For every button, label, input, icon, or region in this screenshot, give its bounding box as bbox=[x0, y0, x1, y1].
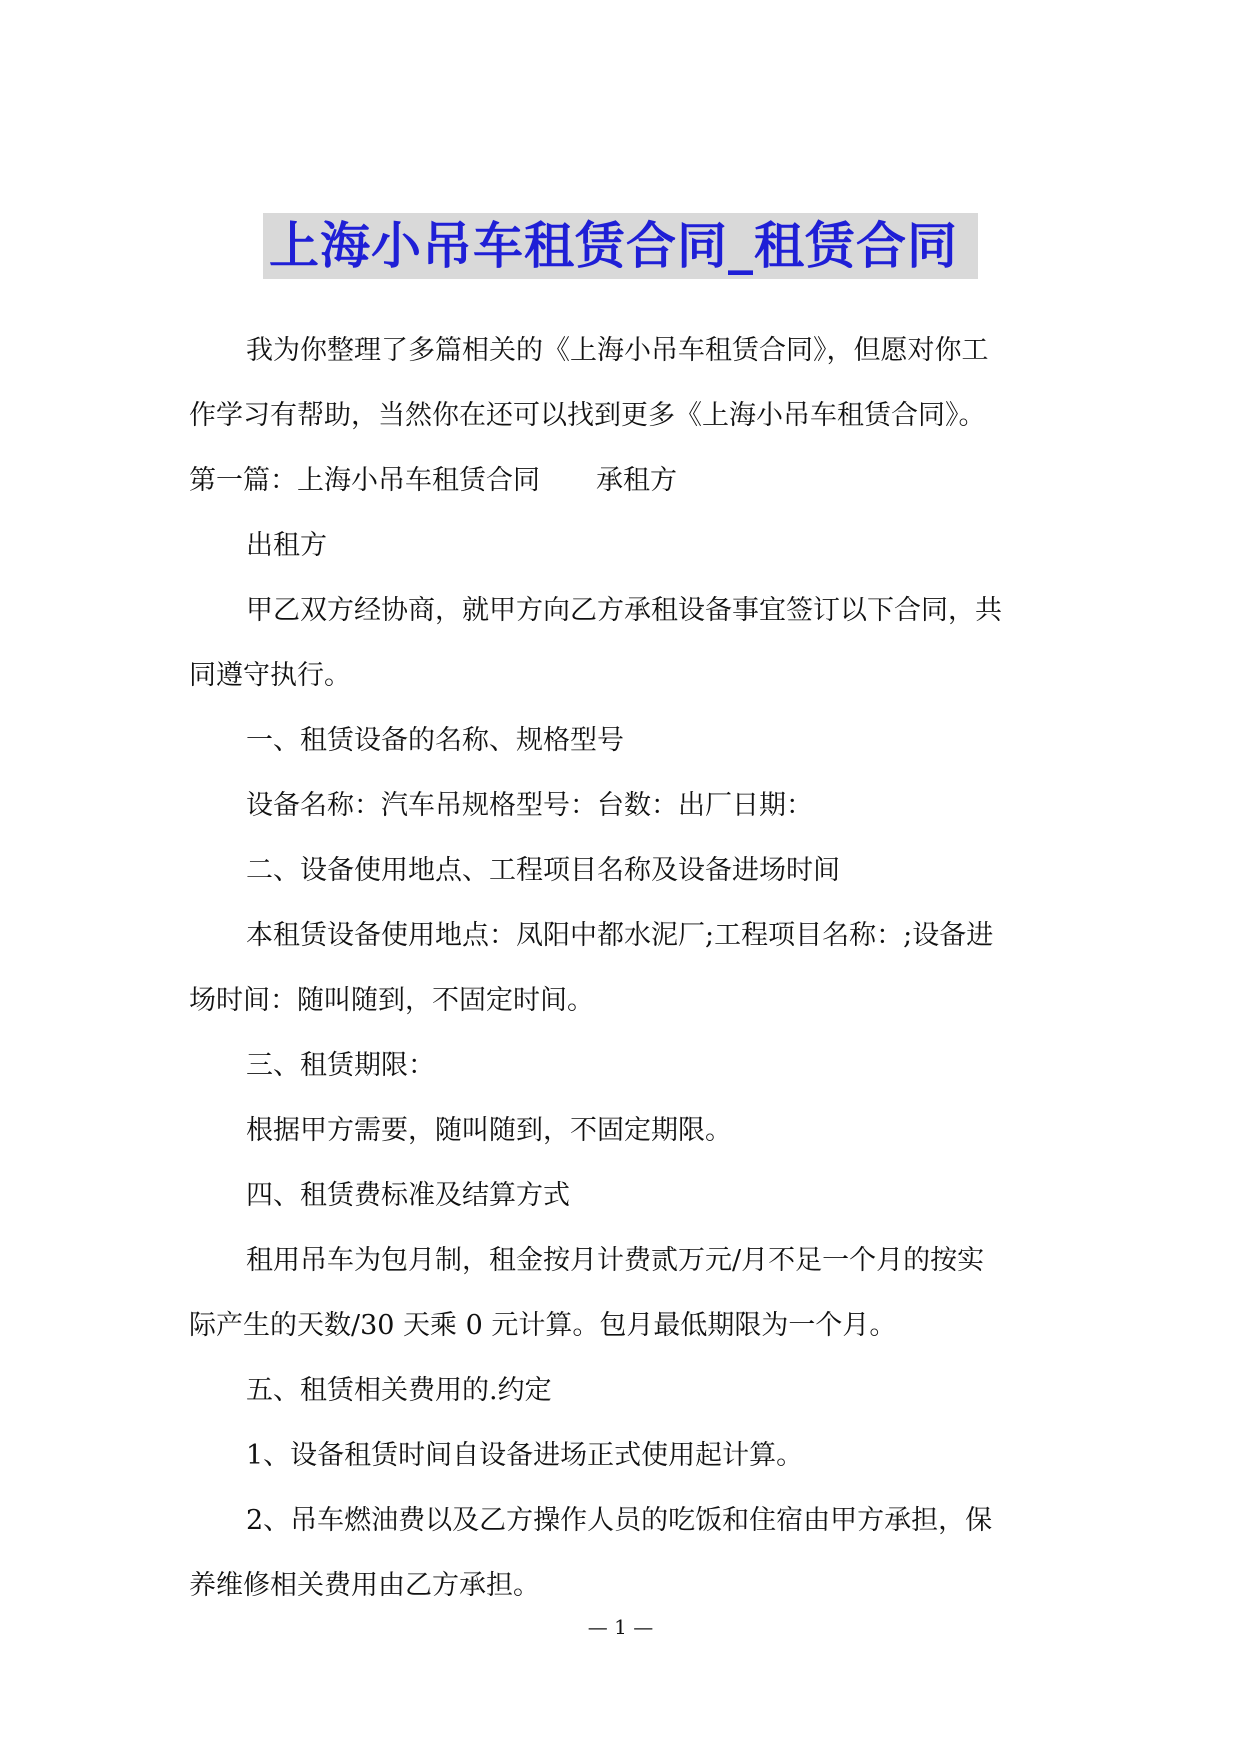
title-container bbox=[0, 213, 1241, 279]
paragraph-location-line-1: 本租赁设备使用地点：凤阳中都水泥厂;工程项目名称：;设备进 bbox=[246, 920, 994, 951]
paragraph-agreement-line-2: 同遵守执行。 bbox=[189, 660, 351, 691]
clause-2-line-2: 养维修相关费用由乙方承担。 bbox=[189, 1570, 540, 1601]
lessee-label: 承租方 bbox=[596, 465, 677, 496]
section-3-heading: 三、租赁期限： bbox=[246, 1050, 435, 1081]
lessor-label: 出租方 bbox=[246, 530, 327, 561]
section-1-heading: 一、租赁设备的名称、规格型号 bbox=[246, 725, 624, 756]
section-4-heading: 四、租赁费标准及结算方式 bbox=[246, 1180, 570, 1211]
section-2-heading: 二、设备使用地点、工程项目名称及设备进场时间 bbox=[246, 855, 840, 886]
paragraph-term: 根据甲方需要，随叫随到，不固定期限。 bbox=[246, 1115, 732, 1146]
paragraph-agreement-line-1: 甲乙双方经协商，就甲方向乙方承租设备事宜签订以下合同，共 bbox=[246, 595, 1002, 626]
clause-2-line-1: 2、吊车燃油费以及乙方操作人员的吃饭和住宿由甲方承担，保 bbox=[246, 1505, 993, 1536]
document-title: 上海小吊车租赁合同_租赁合同 bbox=[263, 213, 978, 279]
clause-1: 1、设备租赁时间自设备进场正式使用起计算。 bbox=[246, 1440, 804, 1471]
page-number: — 1 — bbox=[587, 1615, 654, 1639]
paragraph-intro-line-1: 我为你整理了多篇相关的《上海小吊车租赁合同》，但愿对你工 bbox=[246, 335, 989, 366]
document-body bbox=[189, 318, 1059, 1618]
paragraph-intro-line-2: 作学习有帮助，当然你在还可以找到更多《上海小吊车租赁合同》。 bbox=[189, 400, 986, 431]
paragraph-fee-line-2: 际产生的天数/30 天乘 0 元计算。包月最低期限为一个月。 bbox=[189, 1310, 897, 1341]
paragraph-first-article bbox=[189, 448, 1059, 513]
first-article-heading: 第一篇：上海小吊车租赁合同 bbox=[189, 465, 540, 496]
paragraph-location-line-2: 场时间：随叫随到，不固定时间。 bbox=[189, 985, 594, 1016]
equipment-details: 设备名称：汽车吊规格型号：台数：出厂日期： bbox=[246, 790, 813, 821]
paragraph-fee-line-1: 租用吊车为包月制，租金按月计费贰万元/月不足一个月的按实 bbox=[246, 1245, 985, 1276]
section-5-heading: 五、租赁相关费用的.约定 bbox=[246, 1375, 552, 1406]
